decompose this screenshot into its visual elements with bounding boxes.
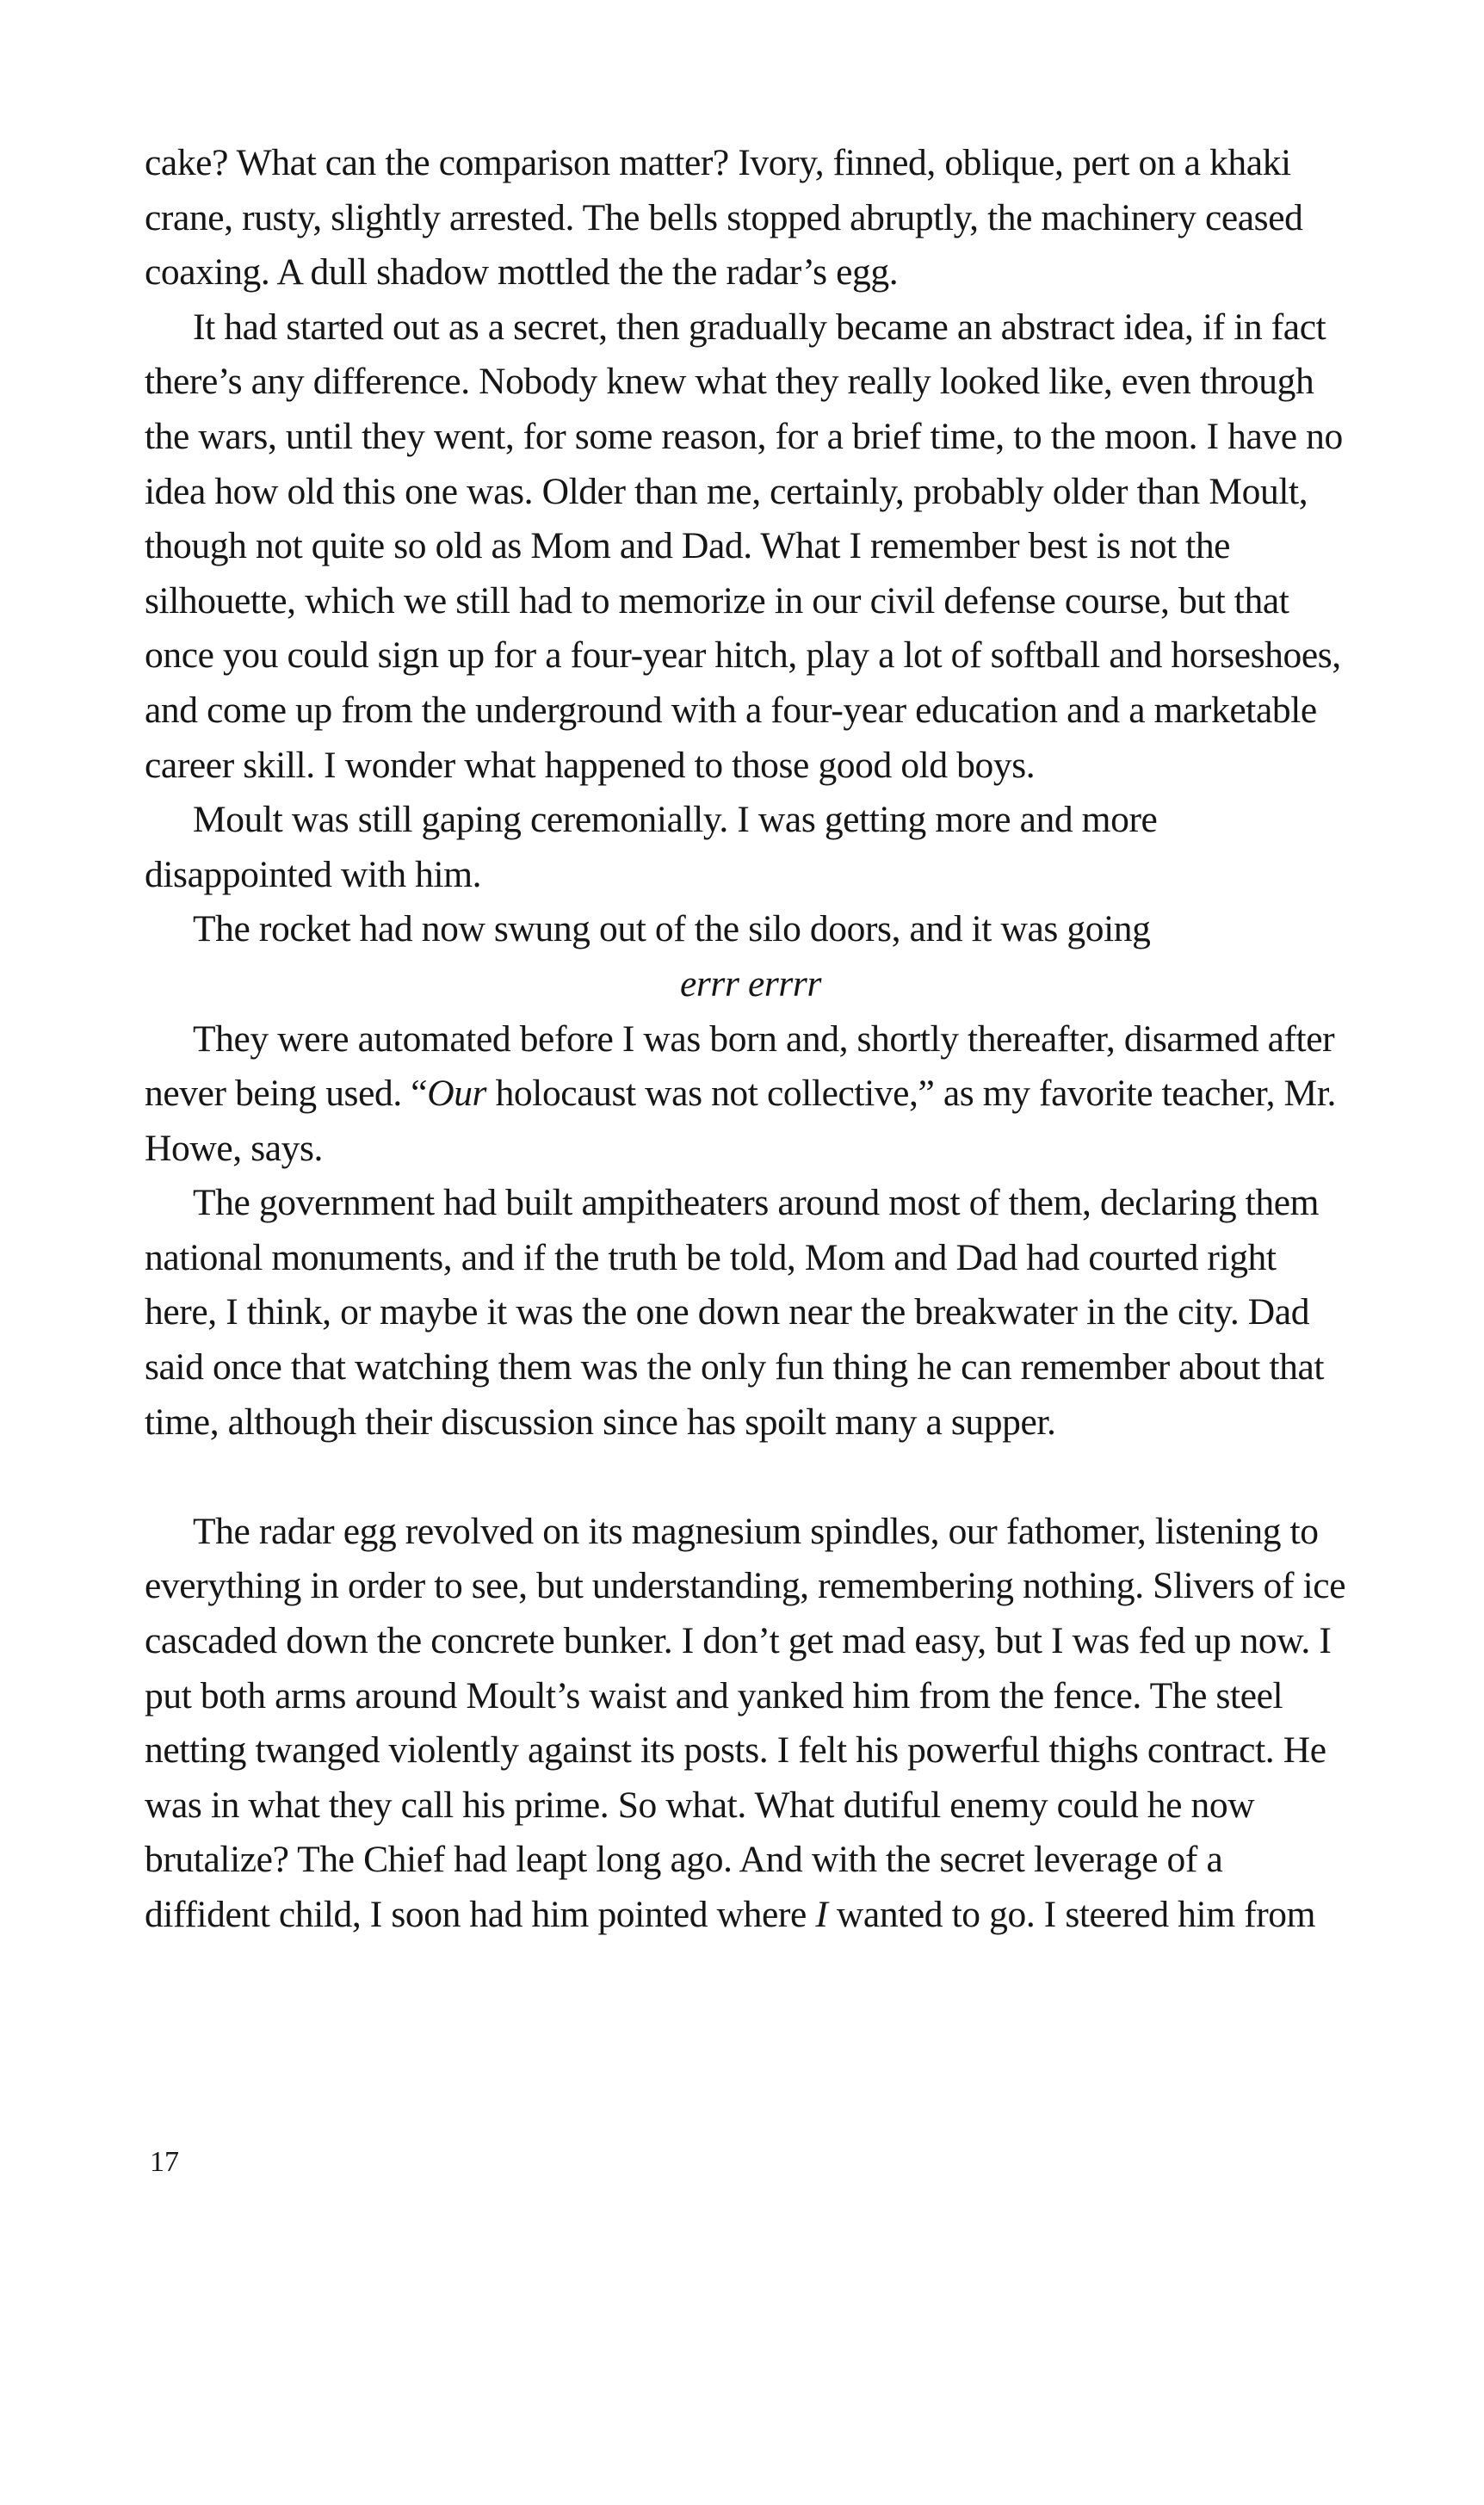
page-number: 17 <box>150 2146 179 2178</box>
text-segment: They were automated before I was born and, shortly thereafter, disarmed after never being used. “ <box>145 1017 1335 1115</box>
section-break <box>145 1450 1350 1505</box>
text-segment: wanted to go. I steered him from <box>827 1894 1316 1935</box>
paragraph: It had started out as a secret, then gradually became an abstract idea, if in fact there’s any difference. Nobody knew what they really looked like, even through the wars, until they went, for some reason, for a brief time, to the moon. I have no idea how old this one was. Older than me, certainly, probably older than Moult, though not quite so old as Mom and Dad. What I remember best is not the silhouette, which we still had to memorize in our civil defense course, but that once you could sign up for a four-year hitch, play a lot of softball and horseshoes, and come up from the underground with a four-year education and a marketable career skill. I wonder what happened to those good old boys. <box>145 306 1343 786</box>
paragraph: cake? What can the comparison matter? Ivory, finned, oblique, pert on a khaki crane, rusty, slightly arrested. The bells stopped abruptly, the machinery ceased coaxing. A dull shadow mottled the the radar’s egg. <box>145 142 1303 294</box>
italic-emphasis: I <box>815 1894 828 1935</box>
text-segment: holocaust was not collective,” as my favorite teacher, Mr. Howe, says. <box>145 1073 1336 1169</box>
paragraph: Moult was still gaping ceremonially. I was getting more and more disappointed with him. <box>145 799 1158 895</box>
paragraph <box>145 1012 1350 1177</box>
paragraph: The government had built ampitheaters around most of them, declaring them national monuments, and if the truth be told, Mom and Dad had courted right here, I think, or maybe it was the one down near the breakwater in the city. Dad said once that watching them was the only fun thing he can remember about that time, although their discussion since has spoilt many a supper. <box>145 1182 1325 1443</box>
page-body <box>145 136 1350 1943</box>
text-segment: The radar egg revolved on its magnesium spindles, our fathomer, listening to everything in order to see, but understanding, remembering nothing. Slivers of ice cascaded down the concrete bunker. I don’t get mad easy, but I was fed up now. I put both arms around Moult’s waist and yanked him from the fence. The steel netting twanged violently against its posts. I felt his powerful thighs contract. He was in what they call his prime. So what. What dutiful enemy could he now brutalize? The Chief had leapt long ago. And with the secret leverage of a diffident child, I soon had him pointed where <box>145 1510 1346 1935</box>
sound-effect-line: errr errrr <box>680 962 821 1005</box>
italic-emphasis: Our <box>427 1073 487 1115</box>
paragraph: The rocket had now swung out of the silo doors, and it was going <box>193 908 1151 950</box>
paragraph <box>145 1505 1350 1943</box>
